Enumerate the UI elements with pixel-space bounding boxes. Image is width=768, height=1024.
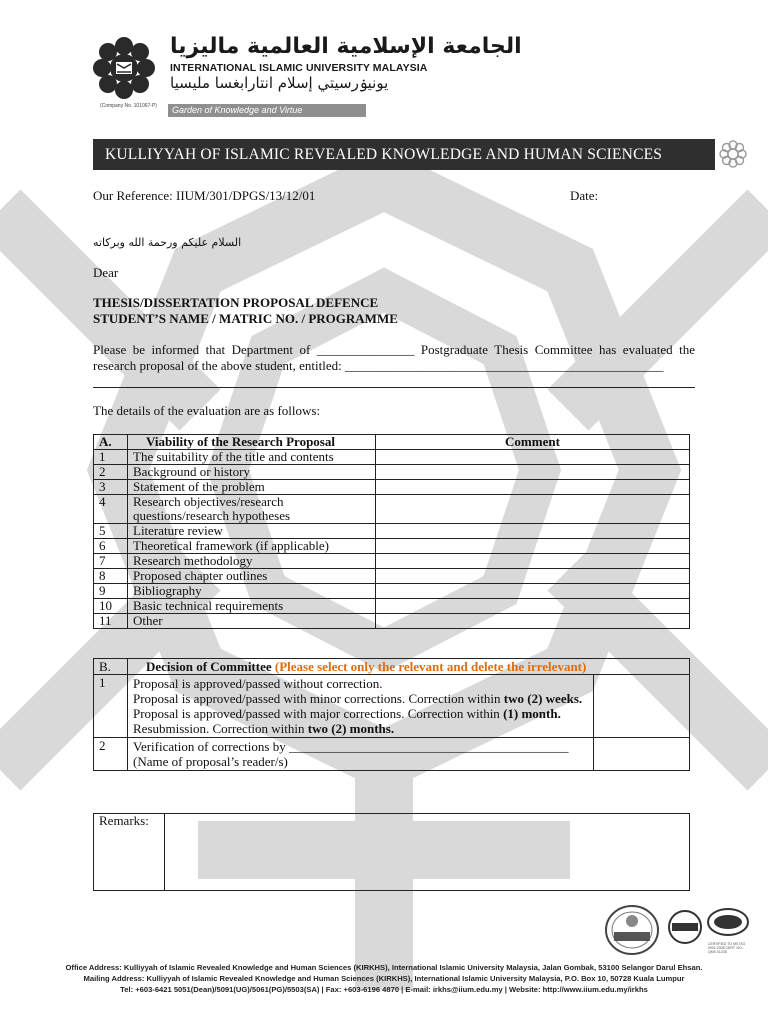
table-row xyxy=(94,614,690,629)
row-number: 11 xyxy=(94,614,128,629)
table-row xyxy=(94,554,690,569)
kulliyyah-title-bar: KULLIYYAH OF ISLAMIC REVEALED KNOWLEDGE AND HUMAN SCIENCES xyxy=(93,139,715,170)
university-emblem-icon xyxy=(88,32,160,104)
remarks-table xyxy=(93,813,690,891)
quality-system-icon xyxy=(666,908,704,946)
comment-cell[interactable] xyxy=(376,569,690,584)
university-arabic-name: الجامعة الإسلامية العالمية ماليزيا xyxy=(170,34,522,59)
intro-paragraph: Please be informed that Department of _______________ Postgraduate Thesis Committee has evaluated the research proposal of the above student, entitled: _________________________________________________ xyxy=(93,342,695,373)
row-number: 5 xyxy=(94,524,128,539)
table-row xyxy=(94,539,690,554)
comment-cell[interactable] xyxy=(376,450,690,465)
section-b-label: B. xyxy=(94,659,128,675)
selection-note: (Please select only the relevant and delete the irrelevant) xyxy=(274,659,587,674)
comment-cell[interactable] xyxy=(376,554,690,569)
contact-details: Tel: +603-6421 5051(Dean)/5091(UG)/5061(PG)/5503(SA) | Fax: +603-6196 4870 | E-mail: irkhs@iium.edu.my | Website: http://www.iium.edu.my/irkhs xyxy=(120,985,648,994)
remarks-field[interactable] xyxy=(165,814,690,891)
option-text: Proposal is approved/passed with major corrections. Correction within xyxy=(133,706,504,721)
row-criterion: Background or history xyxy=(128,465,376,480)
row-number: 6 xyxy=(94,539,128,554)
subject-line-1: THESIS/DISSERTATION PROPOSAL DEFENCE xyxy=(93,295,379,310)
table-row xyxy=(94,480,690,495)
table-row xyxy=(94,495,690,524)
mailing-address: Mailing Address: Kulliyyah of Islamic Revealed Knowledge and Human Sciences (KIRKHS), International Islamic University Malaysia, P.O. Box 10, 50728 Kuala Lumpur xyxy=(83,974,685,983)
comment-cell[interactable] xyxy=(376,495,690,524)
row-criterion: Proposed chapter outlines xyxy=(128,569,376,584)
iso-certification-text: CERTIFIED TO MS ISO 9001:2008 CERT. NO.: QMS 01235 xyxy=(708,942,746,954)
viability-table xyxy=(93,434,690,629)
option-minor-corrections[interactable] xyxy=(133,691,588,706)
details-intro: The details of the evaluation are as follows: xyxy=(93,403,321,418)
flower-logo-icon xyxy=(716,137,750,171)
decision-mark-cell[interactable] xyxy=(594,675,690,738)
decision-table xyxy=(93,658,690,771)
table-row xyxy=(94,569,690,584)
comment-cell[interactable] xyxy=(376,465,690,480)
footer-address xyxy=(0,962,768,995)
row-criterion: Bibliography xyxy=(128,584,376,599)
row-criterion: Basic technical requirements xyxy=(128,599,376,614)
table-row xyxy=(94,675,690,738)
row-criterion: Theoretical framework (if applicable) xyxy=(128,539,376,554)
row-number: 8 xyxy=(94,569,128,584)
table-row xyxy=(94,524,690,539)
table-row xyxy=(94,450,690,465)
section-a-label: A. xyxy=(94,435,128,450)
section-b-heading-cell xyxy=(128,659,690,675)
row-number: 3 xyxy=(94,480,128,495)
row-number: 1 xyxy=(94,450,128,465)
option-resubmission[interactable] xyxy=(133,721,588,736)
comment-cell[interactable] xyxy=(376,584,690,599)
row-number: 10 xyxy=(94,599,128,614)
salam-greeting: السلام عليكم ورحمة الله وبركاته xyxy=(93,236,242,249)
section-a-heading: Viability of the Research Proposal xyxy=(128,435,376,450)
row-number: 1 xyxy=(94,675,128,738)
decision-options xyxy=(128,675,594,738)
row-number: 2 xyxy=(94,465,128,480)
option-major-corrections[interactable] xyxy=(133,706,588,721)
company-number: (Company No. 101067-P) xyxy=(100,103,157,109)
university-english-name: INTERNATIONAL ISLAMIC UNIVERSITY MALAYSIA xyxy=(170,62,428,74)
row-criterion: Research objectives/research questions/research hypotheses xyxy=(128,495,376,524)
comment-heading: Comment xyxy=(376,435,690,450)
standards-logo-icon xyxy=(706,906,750,938)
row-criterion: The suitability of the title and contents xyxy=(128,450,376,465)
table-row xyxy=(94,599,690,614)
verification-line[interactable]: Verification of corrections by ___________________________________________ xyxy=(133,739,569,754)
subject-line-2: STUDENT’S NAME / MATRIC NO. / PROGRAMME xyxy=(93,311,398,326)
option-no-correction[interactable]: Proposal is approved/passed without correction. xyxy=(133,676,383,691)
tagline: Garden of Knowledge and Virtue xyxy=(168,104,366,117)
row-number: 2 xyxy=(94,738,128,771)
table-row xyxy=(94,738,690,771)
option-text: Resubmission. Correction within xyxy=(133,721,308,736)
table-header-row xyxy=(94,659,690,675)
section-b-heading: Decision of Committee xyxy=(146,659,272,674)
table-row xyxy=(94,465,690,480)
row-criterion: Literature review xyxy=(128,524,376,539)
reference-number: Our Reference: IIUM/301/DPGS/13/12/01 xyxy=(93,188,316,203)
university-jawi-name: يونيۏرسيتي إسلام انتارابغسا مليسيا xyxy=(170,74,389,92)
option-text: Proposal is approved/passed with minor corrections. Correction within xyxy=(133,691,504,706)
row-criterion: Statement of the problem xyxy=(128,480,376,495)
title-blank-line xyxy=(93,387,695,388)
option-deadline: (1) month. xyxy=(503,706,561,721)
row-criterion: Research methodology xyxy=(128,554,376,569)
option-deadline: two (2) months. xyxy=(307,721,395,736)
salutation: Dear xyxy=(93,265,119,280)
row-number: 9 xyxy=(94,584,128,599)
table-header-row xyxy=(94,435,690,450)
remarks-label: Remarks: xyxy=(94,814,165,891)
verification-cell xyxy=(128,738,594,771)
row-number: 4 xyxy=(94,495,128,524)
reader-name-caption: (Name of proposal’s reader/s) xyxy=(133,754,288,769)
comment-cell[interactable] xyxy=(376,480,690,495)
comment-cell[interactable] xyxy=(376,539,690,554)
row-number: 7 xyxy=(94,554,128,569)
comment-cell[interactable] xyxy=(376,524,690,539)
comment-cell[interactable] xyxy=(376,599,690,614)
mqa-seal-icon xyxy=(604,904,660,956)
row-criterion: Other xyxy=(128,614,376,629)
table-row xyxy=(94,584,690,599)
date-label: Date: xyxy=(570,188,599,203)
comment-cell[interactable] xyxy=(376,614,690,629)
option-deadline: two (2) weeks. xyxy=(503,691,583,706)
verification-mark-cell[interactable] xyxy=(594,738,690,771)
office-address: Office Address: Kulliyyah of Islamic Revealed Knowledge and Human Sciences (KIRKHS), International Islamic University Malaysia, Jalan Gombak, 53100 Selangor Darul Ehsan. xyxy=(65,963,703,972)
